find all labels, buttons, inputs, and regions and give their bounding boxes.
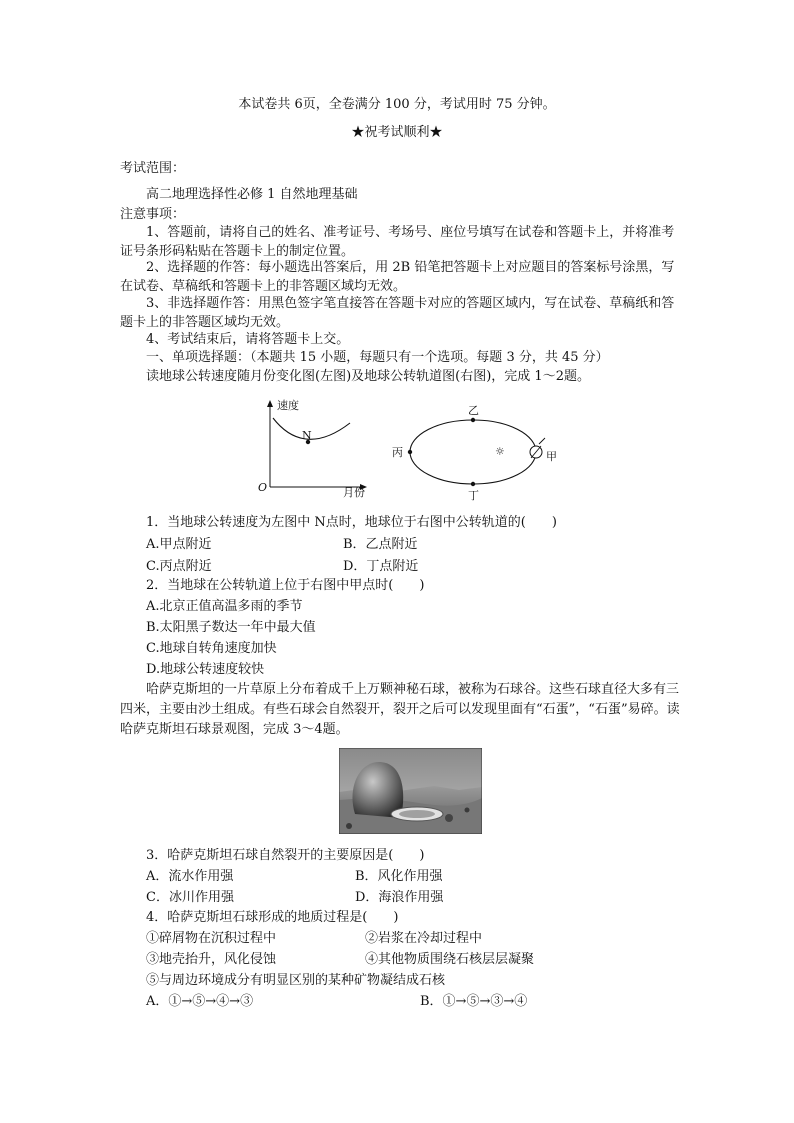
section-heading: 一、单项选择题：（本题共 15 小题，每题只有一个选项。每题 3 分，共 45 分） — [146, 350, 609, 365]
q4-item-5: ⑤与周边环境成分有明显区别的某种矿物凝结成石核 — [146, 973, 446, 988]
q3-option-a: A．流水作用强 — [146, 869, 234, 884]
section-intro: 读地球公转速度随月份变化图(左图)及地球公转轨道图(右图)，完成 1～2题。 — [146, 369, 590, 384]
q4-item-3: ③地壳抬升，风化侵蚀 — [146, 952, 277, 967]
q1-stem: 1．当地球公转速度为左图中 N点时，地球位于右图中公转轨道的( ) — [146, 515, 557, 530]
q4-option-b: B．①→⑤→③→④ — [420, 994, 528, 1009]
orbit-ellipse — [410, 420, 536, 484]
figure-orbit — [250, 395, 580, 503]
stone-ball-photo — [339, 748, 482, 834]
label-jia: 甲 — [546, 450, 557, 463]
q2-option-c: C.地球自转角速度加快 — [146, 641, 277, 656]
q4-item-1: ①碎屑物在沉积过程中 — [146, 931, 277, 946]
q4-item-4: ④其他物质围绕石核层层凝聚 — [365, 952, 535, 967]
q1-option-a: A.甲点附近 — [146, 537, 212, 552]
n-label: N — [302, 429, 312, 442]
label-bing: 丙 — [392, 446, 403, 459]
q4-item-2: ②岩浆在冷却过程中 — [365, 931, 483, 946]
q4-option-a: A．①→⑤→④→③ — [146, 994, 254, 1009]
exam-info-line: 本试卷共 6页，全卷满分 100 分，考试用时 75 分钟。 — [238, 97, 556, 112]
q1-option-b: B．乙点附近 — [343, 537, 418, 552]
q2-option-a: A.北京正值高温多雨的季节 — [146, 599, 303, 614]
origin-label: O — [258, 481, 268, 494]
q2-stem: 2．当地球在公转轨道上位于右图中甲点时( ) — [146, 578, 425, 593]
q3-option-c: C．冰川作用强 — [146, 890, 234, 905]
q1-option-d: D．丁点附近 — [343, 559, 419, 574]
q3-stem: 3．哈萨克斯坦石球自然裂开的主要原因是( ) — [146, 848, 425, 863]
note-item-2: 2、选择题的作答：每小题选出答案后，用 2B 铅笔把答题卡上对应题目的答案标号涂黑，写在试卷、草稿纸和答题卡上的非答题区域均无效。 — [120, 260, 675, 294]
notes-label: 注意事项： — [120, 207, 186, 222]
label-ding: 丁 — [468, 489, 479, 502]
passage-stone-balls: 哈萨克斯坦的一片草原上分布着成千上万颗神秘石球，被称为石球谷。这些石球直径大多有三四米，主要由沙土组成。有些石球会自然裂开，裂开之后可以发现里面有“石蛋”，“石蛋”易碎。读哈萨克斯坦石球景观图，完成 3～4题。 — [120, 682, 680, 737]
label-yi: 乙 — [468, 404, 479, 417]
q1-option-c: C.丙点附近 — [146, 559, 212, 574]
month-axis-label: 月份 — [343, 486, 365, 499]
q2-option-b: B.太阳黑子数达一年中最大值 — [146, 620, 316, 635]
q3-option-d: D．海浪作用强 — [355, 890, 444, 905]
note-item-1: 1、答题前，请将自己的姓名、准考证号、考场号、座位号填写在试卷和答题卡上，并将准考证号条形码粘贴在答题卡上的制定位置。 — [120, 225, 675, 259]
q4-stem: 4．哈萨克斯坦石球形成的地质过程是( ) — [146, 910, 399, 925]
scope-label: 考试范围： — [120, 161, 186, 176]
note-item-4: 4、考试结束后，请将答题卡上交。 — [146, 332, 350, 347]
note-item-3: 3、非选择题作答：用黑色签字笔直接答在答题卡对应的答题区域内，写在试卷、草稿纸和答题卡上的非答题区域均无效。 — [120, 296, 675, 330]
q2-option-d: D.地球公转速度较快 — [146, 662, 265, 677]
speed-month-graph — [258, 398, 367, 499]
speed-axis-label: 速度 — [277, 399, 299, 412]
q3-option-b: B．风化作用强 — [355, 869, 443, 884]
blessing-line: ★祝考试顺利★ — [351, 125, 443, 140]
scope-value: 高二地理选择性必修 1 自然地理基础 — [146, 187, 358, 202]
sun-icon: ☼ — [495, 445, 505, 458]
orbit-diagram — [392, 404, 557, 502]
